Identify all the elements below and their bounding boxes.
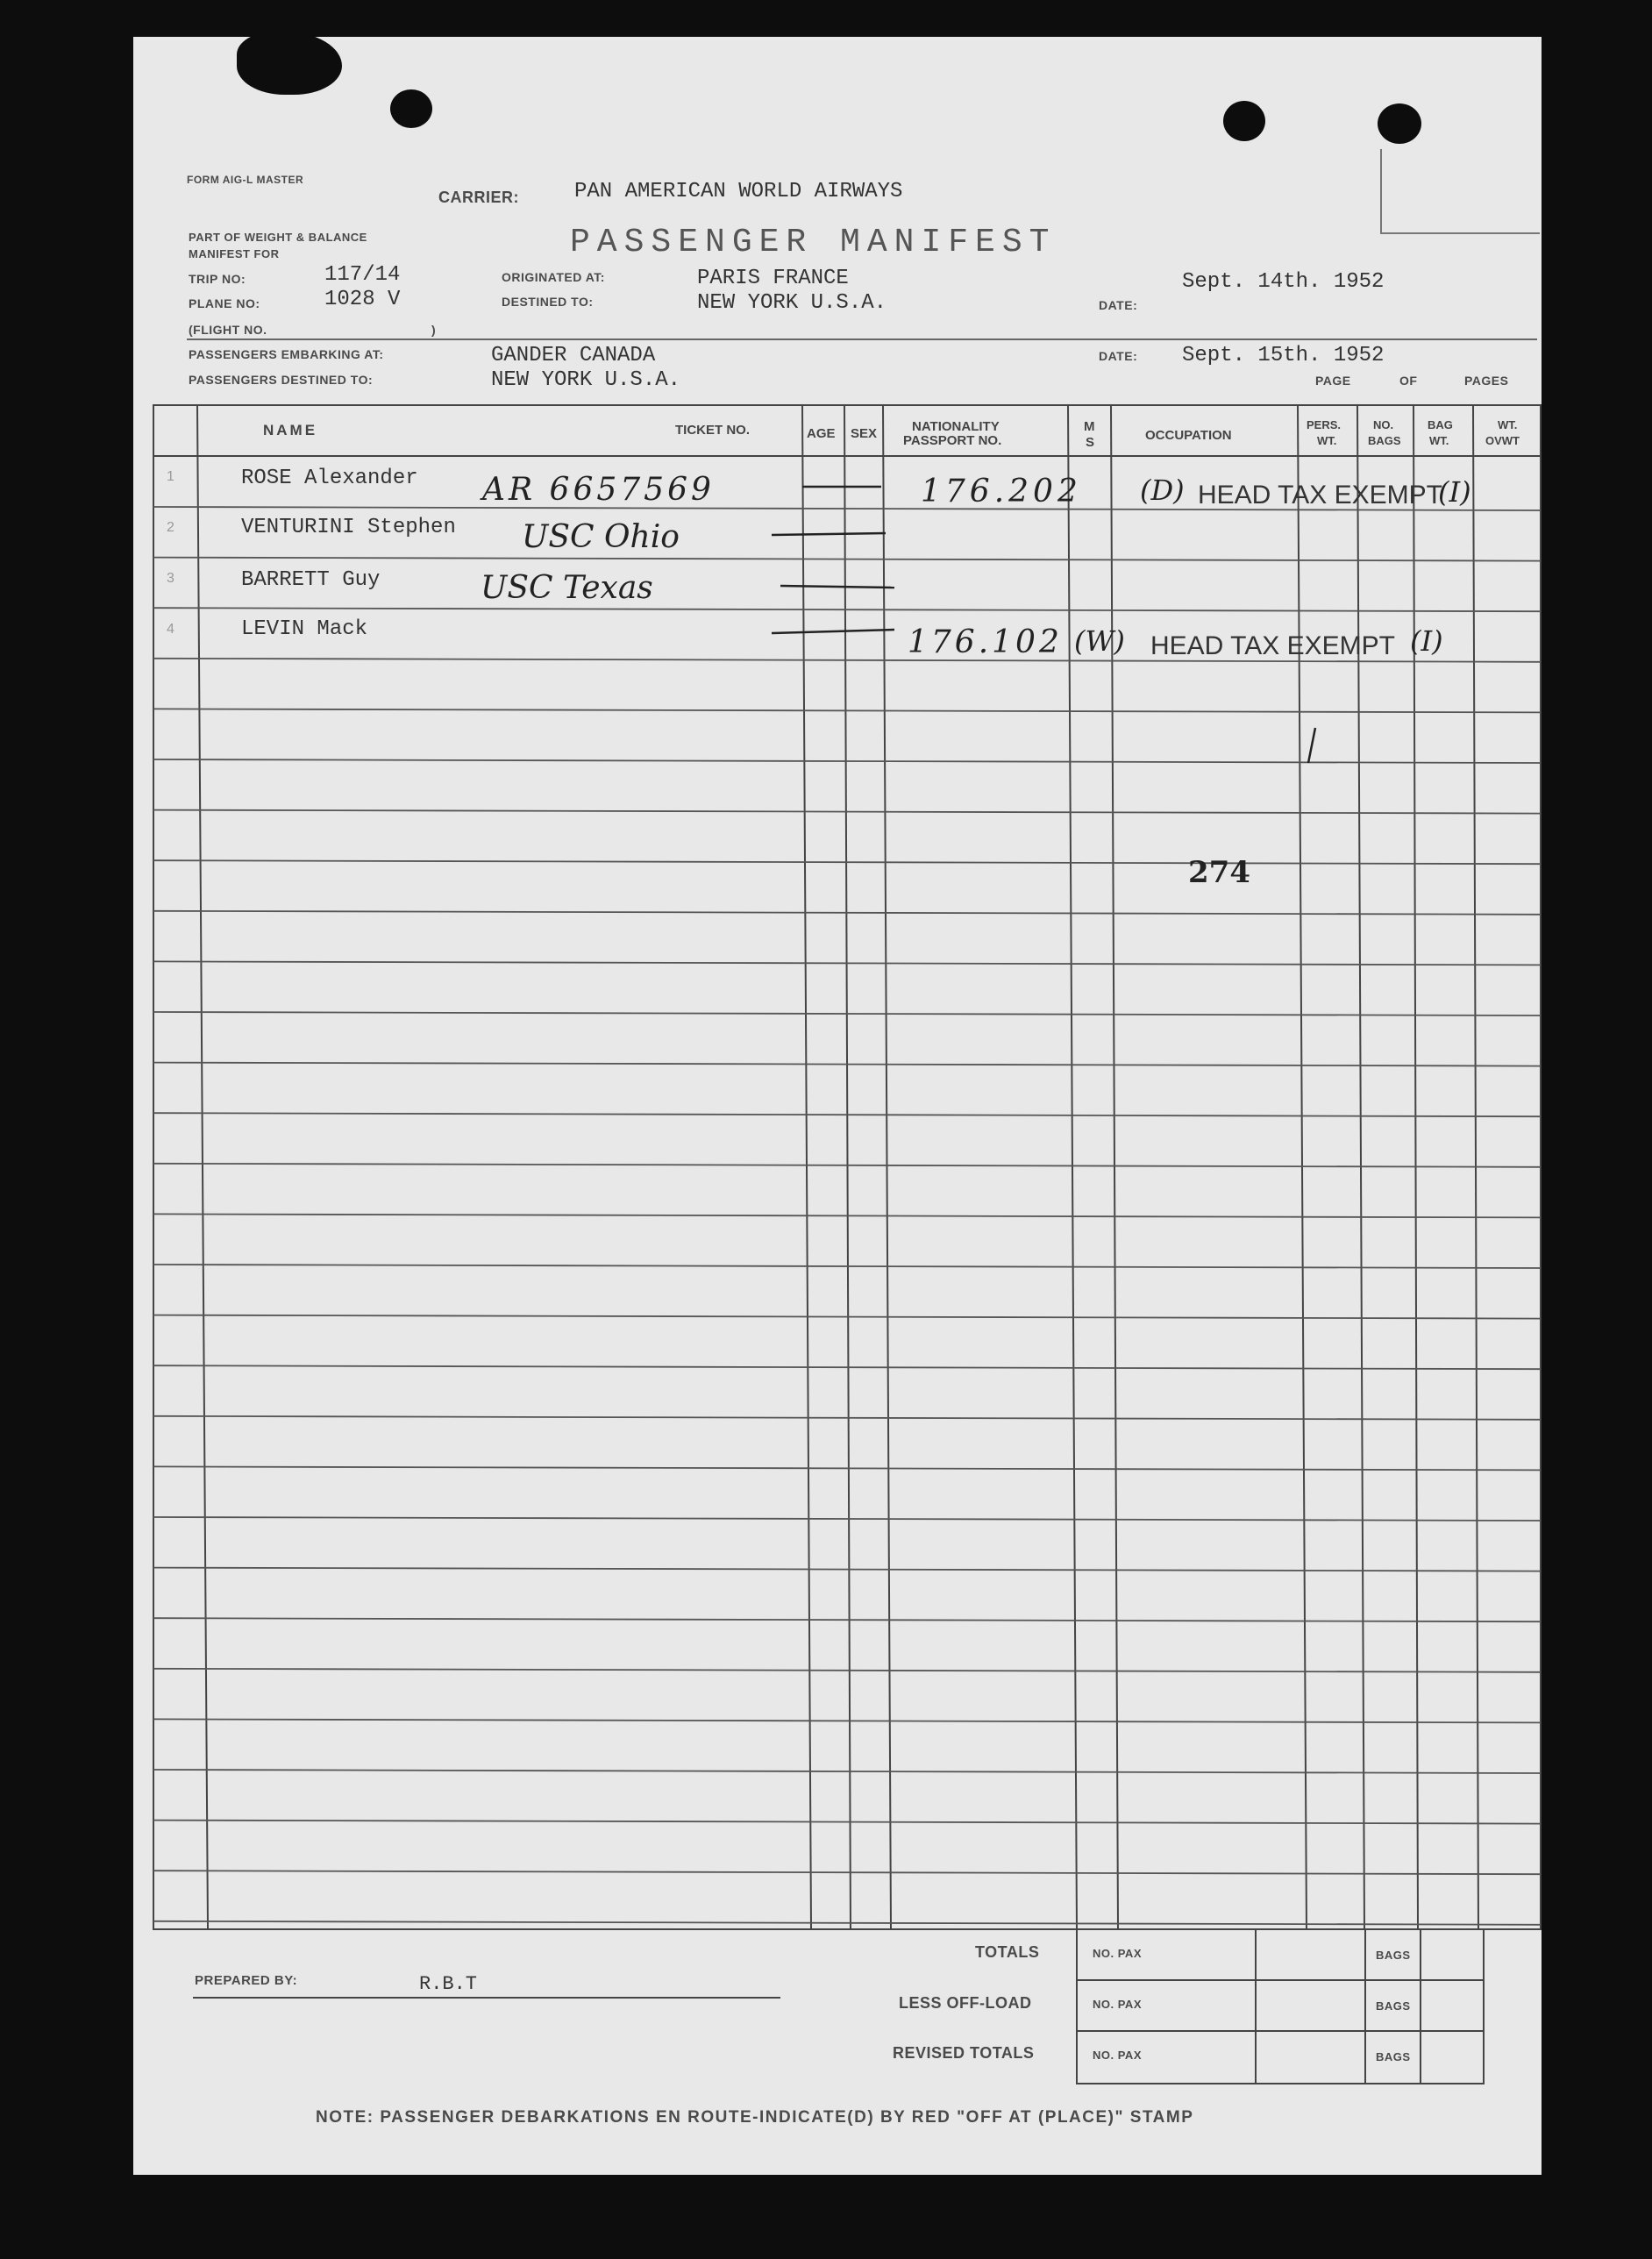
originated-value: PARIS FRANCE [697,267,849,290]
col-occupation: OCCUPATION [1145,428,1232,443]
occupation-stamp: HEAD TAX EXEMPT [1150,631,1395,660]
row-line [153,1466,1541,1470]
plane-label: PLANE NO: [189,296,260,310]
carrier-label: CARRIER: [438,189,519,206]
col-bag-wt: WT. [1429,434,1449,447]
row-line [153,1365,1541,1369]
stamp-mark: (I) [1410,624,1443,658]
row-line [153,608,1541,611]
passenger-name: ROSE Alexander [241,467,418,490]
col-bags: BAGS [1368,434,1401,447]
flight-label: (FLIGHT NO. [189,323,267,337]
pages-label: PAGES [1464,374,1509,388]
passenger-name: BARRETT Guy [241,568,381,592]
passport-number: 176.202 [921,474,1082,510]
row-number: 4 [167,622,174,637]
bags-label: BAGS [1376,2050,1411,2063]
row-number: 2 [167,520,174,535]
trip-value: 117/14 [324,263,401,287]
flight-close: ) [431,323,437,337]
col-ovwt: OVWT [1485,434,1520,447]
dest-to-label: PASSENGERS DESTINED TO: [189,373,374,387]
of-label: OF [1399,374,1418,388]
row-line [153,1871,1541,1874]
footer-note: NOTE: PASSENGER DEBARKATIONS EN ROUTE-INDICATE(D) BY RED "OFF AT (PLACE)" STAMP [316,2108,1194,2127]
col-name: NAME [263,422,318,438]
page-number-stamp: 274 [1188,855,1250,890]
passport-code: (W) [1074,624,1125,658]
ticket-number: AR 6657569 [482,472,715,508]
col-sex: SEX [851,426,878,441]
passport-code: (D) [1140,474,1185,507]
passenger-name: LEVIN Mack [241,617,368,641]
carrier-value: PAN AMERICAN WORLD AIRWAYS [574,180,903,203]
col-s: S [1086,435,1095,450]
date2-value: Sept. 15th. 1952 [1182,344,1385,367]
date1-value: Sept. 14th. 1952 [1182,270,1385,294]
col-no: NO. [1373,418,1394,431]
dest-to-value: NEW YORK U.S.A. [491,368,681,392]
ticket-number: USC Ohio [522,519,680,555]
revised-totals-label: REVISED TOTALS [893,2044,1035,2062]
col-age: AGE [807,426,836,441]
page-label: PAGE [1315,374,1351,388]
less-offload-label: LESS OFF-LOAD [899,1994,1032,2012]
trip-label: TRIP NO: [189,272,246,286]
row-line [153,1821,1541,1824]
row-line [153,759,1541,763]
row-line [153,1669,1541,1672]
destined-value: NEW YORK U.S.A. [697,291,887,315]
col-wt: WT. [1498,418,1518,431]
form-id: FORM AIG-L MASTER [187,174,304,186]
stamp-mark: (I) [1438,475,1471,509]
row-line [153,1315,1541,1319]
bags-label: BAGS [1376,1949,1411,1962]
prepared-label: PREPARED BY: [195,1973,298,1988]
row-line [153,1618,1541,1621]
passenger-name: VENTURINI Stephen [241,516,456,539]
totals-label: TOTALS [975,1943,1040,1961]
row-line [153,1416,1541,1420]
col-nationality: NATIONALITY [912,419,1000,434]
row-number: 1 [167,469,174,484]
row-line [153,558,1541,561]
col-passport: PASSPORT NO. [903,433,1002,448]
occupation-stamp: HEAD TAX EXEMPT [1198,481,1442,510]
ticket-number: USC Texas [481,570,653,606]
part-of-line2: MANIFEST FOR [189,247,280,260]
embarking-label: PASSENGERS EMBARKING AT: [189,347,384,361]
plane-value: 1028 V [324,288,401,311]
no-pax-label: NO. PAX [1093,1947,1142,1960]
col-pers: PERS. [1307,418,1342,431]
passport-number: 176.102 [908,624,1063,660]
prepared-value: R.B.T [419,1973,478,1995]
originated-label: ORIGINATED AT: [502,270,605,284]
page-title: PASSENGER MANIFEST [570,224,1057,261]
row-line [153,810,1541,814]
col-pers-wt: WT. [1317,434,1337,447]
row-number: 3 [167,571,174,586]
row-line [153,1517,1541,1521]
col-m: M [1084,419,1095,434]
row-line [153,1568,1541,1571]
row-line [153,1770,1541,1773]
embarking-value: GANDER CANADA [491,344,656,367]
col-ticket: TICKET NO. [675,423,750,438]
col-bag: BAG [1428,418,1453,431]
date1-label: DATE: [1099,298,1138,312]
row-line [153,1719,1541,1722]
no-pax-label: NO. PAX [1093,1998,1142,2011]
row-line [153,709,1541,712]
date2-label: DATE: [1099,349,1138,363]
no-pax-label: NO. PAX [1093,2049,1142,2062]
bags-label: BAGS [1376,1999,1411,2013]
part-of-line1: PART OF WEIGHT & BALANCE [189,231,367,244]
destined-label: DESTINED TO: [502,295,594,309]
row-line [153,1921,1541,1925]
